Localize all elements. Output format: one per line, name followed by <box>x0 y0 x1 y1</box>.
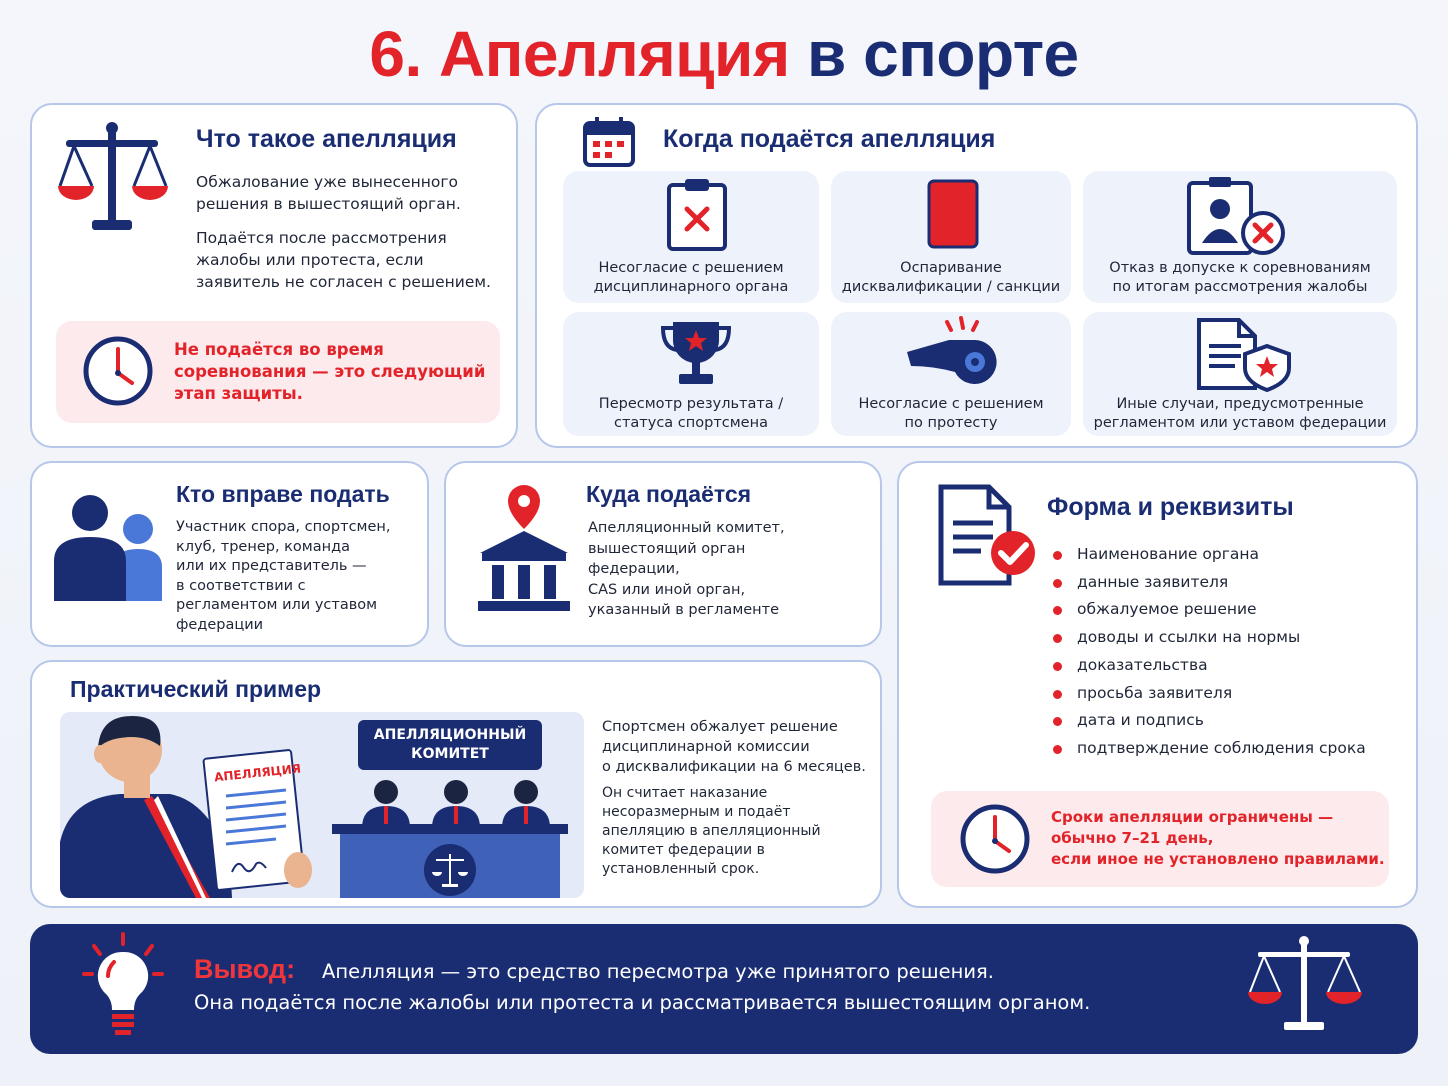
document-check-icon <box>937 483 1037 587</box>
people-icon <box>52 493 164 603</box>
requisite-item: данные заявителя <box>1053 569 1366 597</box>
not-during-competition-alert <box>56 321 500 423</box>
form-requisites-heading: Форма и реквизиты <box>1047 493 1294 521</box>
conclusion-line-2: Она подаётся после жалобы или протеста и рассматривается вышестоящим органом. <box>194 991 1091 1014</box>
lightbulb-icon <box>84 934 162 1044</box>
when-item-disqualification <box>831 171 1071 303</box>
clock-icon <box>82 335 154 407</box>
where-filed-card <box>444 461 882 647</box>
committee-sign: АПЕЛЛЯЦИОННЫЙ КОМИТЕТ <box>358 720 542 770</box>
requisite-item: доказательства <box>1053 652 1366 680</box>
practical-example-card <box>30 660 882 908</box>
appeal-paper-label: АПЕЛЛЯЦИЯ <box>213 761 302 785</box>
conclusion-banner <box>30 924 1418 1054</box>
when-appeal-heading: Когда подаётся апелляция <box>663 125 996 153</box>
whistle-icon <box>903 314 1003 390</box>
requisite-item: доводы и ссылки на нормы <box>1053 624 1366 652</box>
when-item-admission-denied <box>1083 171 1397 303</box>
when-item-protest <box>831 312 1071 436</box>
red-card-icon <box>927 179 979 249</box>
document-shield-icon <box>1195 316 1293 392</box>
scales-icon <box>56 120 168 238</box>
form-requisites-card <box>897 461 1418 908</box>
when-item-label: Отказ в допуске к соревнованиям по итогам рассмотрения жалобы <box>1109 260 1371 295</box>
when-item-label: Несогласие с решением дисциплинарного органа <box>593 260 789 295</box>
requisite-item: Наименование органа <box>1053 541 1366 569</box>
clipboard-x-icon <box>667 179 727 251</box>
requisite-item: подтверждение соблюдения срока <box>1053 735 1366 763</box>
what-when-text: Подаётся после рассмотрения жалобы или протеста, если заявитель не согласен с решением. <box>196 229 491 291</box>
title-topic-part: в спорте <box>806 18 1079 90</box>
requisite-item: дата и подпись <box>1053 707 1366 735</box>
requisite-item: просьба заявителя <box>1053 680 1366 708</box>
courthouse-pin-icon <box>474 483 574 615</box>
what-definition-text: Обжалование уже вынесенного решения в вышестоящий орган. <box>196 173 461 213</box>
deadline-alert <box>931 791 1389 887</box>
when-item-disciplinary <box>563 171 819 303</box>
where-filed-heading: Куда подаётся <box>586 481 752 507</box>
when-item-label: Оспаривание дисквалификации / санкции <box>841 260 1061 295</box>
when-item-other <box>1083 312 1397 436</box>
what-is-appeal-heading: Что такое апелляция <box>196 125 457 153</box>
practical-example-heading: Практический пример <box>70 676 322 702</box>
example-text-2: Он считает наказание несоразмерным и подаёт апелляцию в апелляционный комитет федерации в установленный срок. <box>602 785 821 877</box>
when-item-result-review <box>563 312 819 436</box>
when-appeal-card <box>535 103 1418 448</box>
who-can-file-heading: Кто вправе подать <box>176 481 390 507</box>
requisites-list <box>1053 541 1366 763</box>
example-illustration <box>60 712 584 898</box>
example-text-1: Спортсмен обжалует решение дисциплинарной комиссии о дисквалификации на 6 месяцев. <box>602 719 866 775</box>
conclusion-label: Вывод: <box>194 954 296 984</box>
when-item-label: Иные случаи, предусмотренные регламентом или уставом федерации <box>1093 396 1387 431</box>
page-title <box>0 14 1448 94</box>
calendar-icon <box>583 117 635 167</box>
deadline-text: Сроки апелляции ограничены — обычно 7–21 день, если иное не установлено правилами. <box>1051 808 1385 868</box>
requisite-item: обжалуемое решение <box>1053 596 1366 624</box>
when-item-label: Пересмотр результата / статуса спортсмена <box>598 396 784 431</box>
scales-icon <box>1244 936 1364 1036</box>
id-card-denied-icon <box>1185 177 1287 257</box>
who-can-file-text: Участник спора, спортсмен, клуб, тренер, команда или их представитель — в соответствии с регламентом или уставом федерации <box>176 519 391 633</box>
clock-icon <box>959 803 1031 875</box>
conclusion-line-1: Апелляция — это средство пересмотра уже принятого решения. <box>322 960 994 983</box>
title-number-part: 6. Апелляция <box>369 18 790 90</box>
not-during-competition-text: Не подаётся во время соревнования — это следующий этап защиты. <box>174 340 486 403</box>
where-filed-text: Апелляционный комитет, вышестоящий орган федерации, CAS или иной орган, указанный в регламенте <box>588 520 785 618</box>
who-can-file-card <box>30 461 429 647</box>
committee-members <box>332 772 582 898</box>
what-is-appeal-card <box>30 103 518 448</box>
trophy-icon <box>659 318 733 388</box>
when-item-label: Несогласие с решением по протесту <box>858 396 1044 431</box>
